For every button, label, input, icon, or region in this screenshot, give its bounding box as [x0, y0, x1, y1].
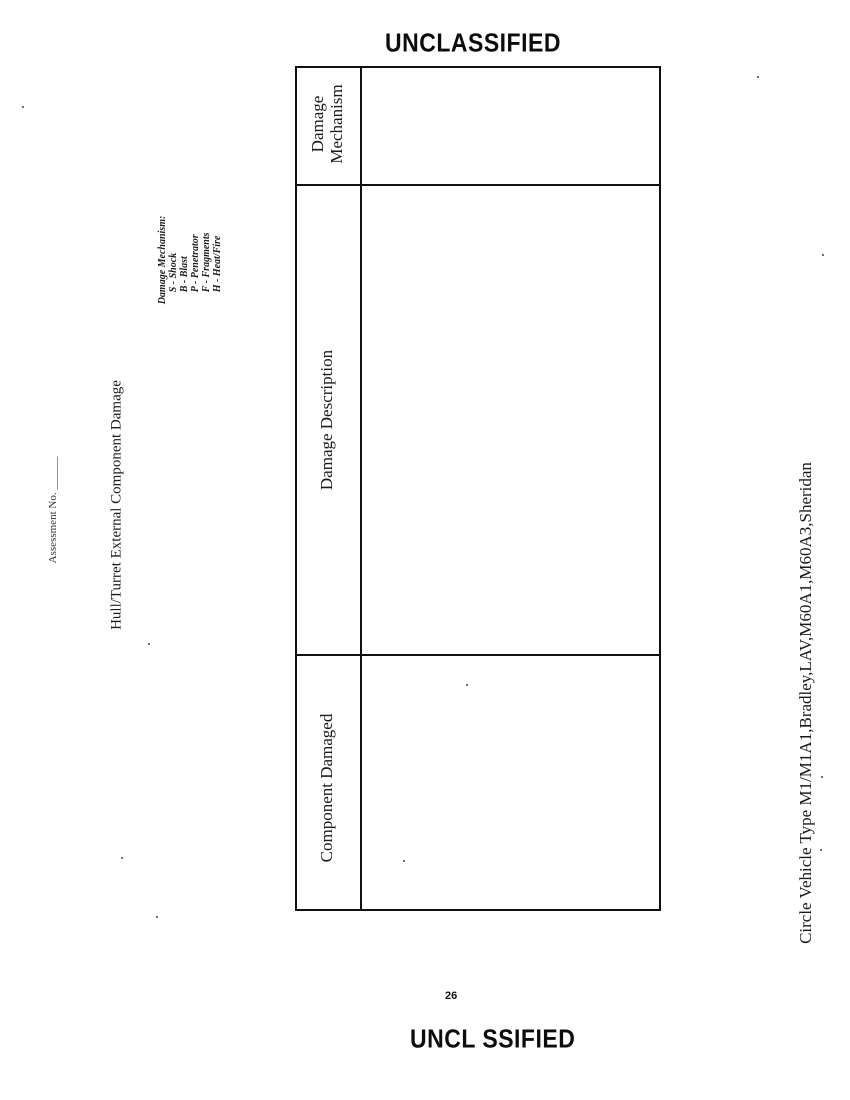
legend-item-shock: S - Shock — [168, 252, 179, 293]
column-header-mechanism-line2: Mechanism — [327, 84, 346, 164]
scan-speck — [820, 849, 822, 851]
damage-mechanism-entry-area[interactable] — [362, 68, 659, 182]
page-number: 26 — [445, 990, 458, 1002]
component-damaged-entry-area[interactable] — [362, 656, 659, 909]
scan-speck — [822, 254, 824, 256]
scan-speck — [757, 76, 759, 78]
scan-speck — [22, 106, 24, 108]
legend-heading: Damage Mechanism: — [157, 215, 168, 305]
vehicle-type-line: Circle Vehicle Type M1/M1A1,Bradley,LAV,M60A1,M60A3,Sheridan — [796, 462, 815, 944]
damage-table — [295, 66, 661, 911]
scan-speck — [821, 776, 823, 778]
scan-speck — [403, 860, 405, 862]
scan-speck — [466, 684, 468, 686]
form-title: Hull/Turret External Component Damage — [108, 380, 125, 630]
legend-item-fragments: F - Fragments — [201, 232, 212, 293]
damage-mechanism-legend — [157, 216, 223, 305]
legend-item-heat-fire: H - Heat/Fire — [212, 235, 223, 293]
damage-description-entry-area[interactable] — [362, 186, 659, 652]
scan-speck — [156, 916, 158, 918]
legend-item-blast: B - Blast — [179, 256, 190, 293]
column-header-damage-description: Damage Description — [317, 349, 336, 491]
column-header-mechanism-line1: Damage — [308, 95, 327, 153]
classification-header: UNCLASSIFIED — [385, 28, 561, 58]
column-header-component-damaged: Component Damaged — [317, 713, 336, 863]
assessment-number-label: Assessment No. ______ — [47, 456, 59, 564]
column-header-damage-mechanism — [308, 84, 346, 163]
scan-speck — [121, 857, 123, 859]
scan-speck — [148, 643, 150, 645]
classification-footer: UNCL SSIFIED — [410, 1024, 576, 1054]
legend-item-penetrator: P - Penetrator — [190, 234, 201, 293]
